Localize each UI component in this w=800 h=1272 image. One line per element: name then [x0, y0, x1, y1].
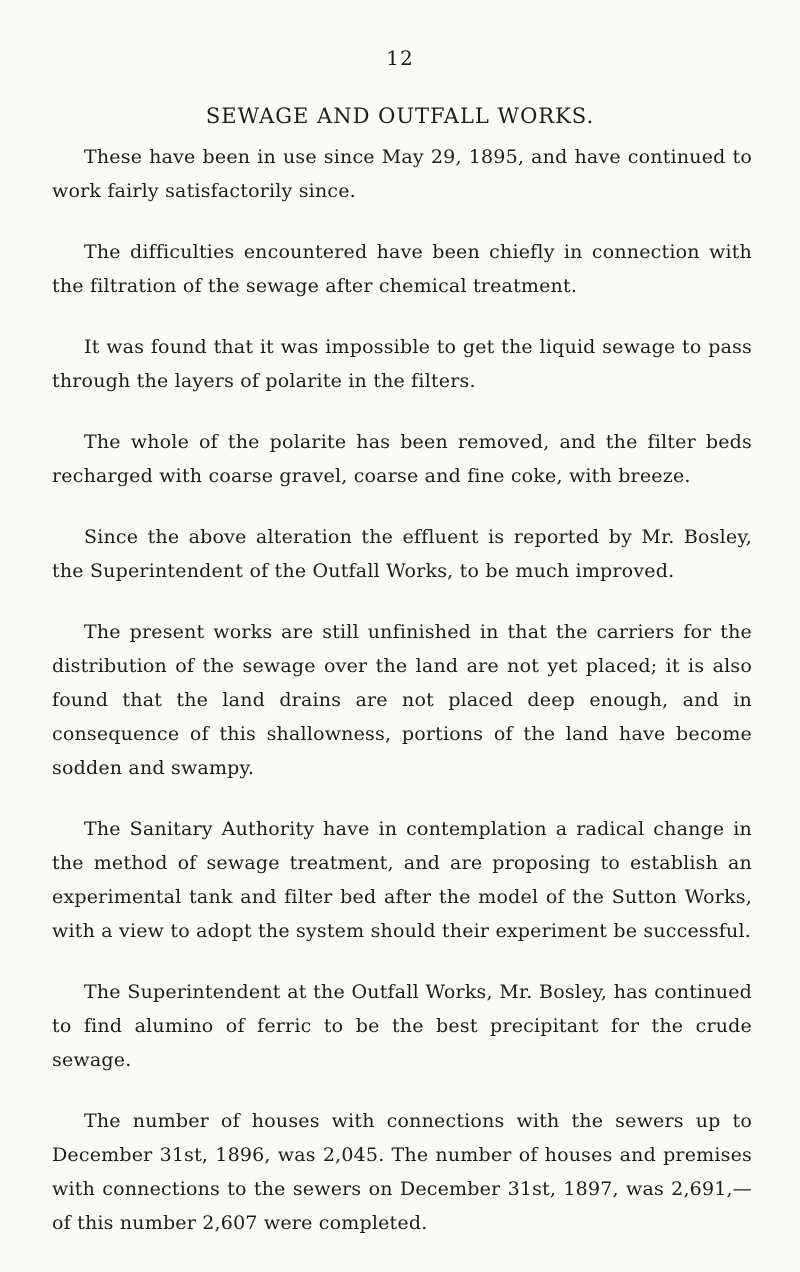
paragraph-7: The Sanitary Authority have in contemplation a radical change in the method of sewage treatment, and are proposing to establish an experimental tank and filter bed after the model of the Sutton Works, with a view to adopt the system should their experiment be successful.: [52, 818, 752, 942]
paragraph-9: The number of houses with connections with the sewers up to December 31st, 1896, was 2,045. The number of houses and premises with connections to the sewers on December 31st, 1897, was 2,691,—of this number 2,607 were completed.: [52, 1110, 752, 1234]
paragraph-1: These have been in use since May 29, 1895, and have continued to work fairly satisfactorily since.: [52, 146, 752, 202]
paragraph-4: The whole of the polarite has been removed, and the filter beds recharged with coarse gravel, coarse and fine coke, with breeze.: [52, 431, 752, 487]
paragraph-2: The difficulties encountered have been chiefly in connection with the filtration of the sewage after chemical treatment.: [52, 241, 752, 297]
page-title: SEWAGE AND OUTFALL WORKS.: [205, 104, 595, 128]
page-number: 12: [386, 46, 414, 70]
document-body: [52, 140, 752, 1240]
paragraph-8: The Superintendent at the Outfall Works, Mr. Bosley, has continued to find alumino of ferric to be the best precipitant for the crude sewage.: [52, 981, 752, 1071]
paragraph-3: It was found that it was impossible to get the liquid sewage to pass through the layers of polarite in the filters.: [52, 336, 752, 392]
paragraph-5: Since the above alteration the effluent is reported by Mr. Bosley, the Superintendent of the Outfall Works, to be much improved.: [52, 526, 752, 582]
paragraph-6: The present works are still unfinished in that the carriers for the distribution of the sewage over the land are not yet placed; it is also found that the land drains are not placed deep enough, and in consequence of this shallowness, portions of the land have become sodden and swampy.: [52, 621, 752, 779]
